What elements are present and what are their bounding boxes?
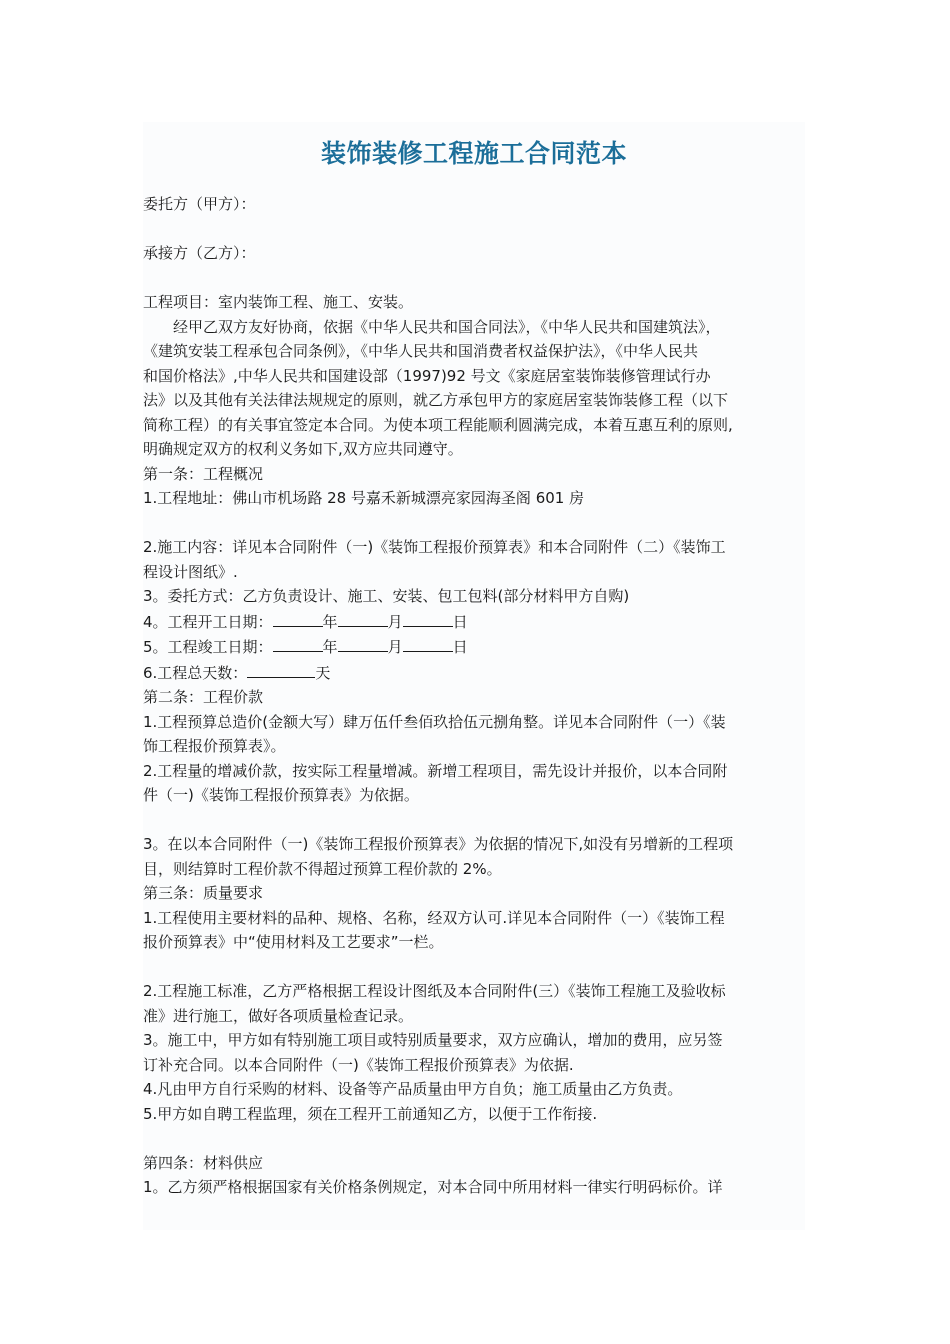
article-4-heading: 第四条：材料供应 [143, 1153, 264, 1172]
materials-line: 报价预算表》中“使用材料及工艺要求”一栏。 [143, 933, 444, 951]
day-label: 日 [452, 612, 468, 631]
document-title: 装饰装修工程施工合同范本 [320, 139, 627, 168]
standard-line: 准》进行施工，做好各项质量检查记录。 [143, 1006, 414, 1025]
end-date-label: 5。工程竣工日期： [143, 638, 273, 656]
materials-line: 1.工程使用主要材料的品种、规格、名称，经双方认可.详见本合同附件（一）《装饰工程 [143, 908, 725, 927]
end-month-blank[interactable] [338, 634, 388, 652]
start-year-blank[interactable] [273, 609, 323, 627]
project-line: 工程项目：室内装饰工程、施工、安装。 [143, 293, 414, 311]
special-request-line: 订补充合同。以本合同附件（一)《装饰工程报价预算表》为依据. [143, 1055, 574, 1074]
party-b-line: 承接方（乙方）： [143, 244, 256, 262]
quantity-change-line: 2.工程量的增减价款，按实际工程量增减。新增工程项目，需先设计并报价，以本合同附 [143, 761, 728, 780]
article-2-heading: 第二条：工程价款 [143, 688, 264, 706]
budget-line: 1.工程预算总造价(金额大写）肆万伍仟叁佰玖拾伍元捌角整。详见本合同附件（一）《装 [143, 712, 726, 731]
preamble-line: 和国价格法》,中华人民共和国建设部（1997)92 号文《家庭居室装饰装修管理试行办 [143, 366, 711, 385]
day-label: 日 [452, 638, 468, 656]
quality-responsibility-line: 4.凡由甲方自行采购的材料、设备等产品质量由甲方自负；施工质量由乙方负责。 [143, 1080, 683, 1098]
budget-line: 饰工程报价预算表》。 [143, 737, 286, 755]
quantity-change-line: 件（一)《装饰工程报价预算表》为依据。 [143, 786, 419, 804]
start-date-label: 4。工程开工日期： [143, 612, 273, 631]
project-address: 1.工程地址：佛山市机场路 28 号嘉禾新城漂亮家园海圣阁 601 房 [143, 489, 585, 507]
end-date-line [143, 634, 805, 660]
special-request-line: 3。施工中，甲方如有特别施工项目或特别质量要求，双方应确认，增加的费用，应另签 [143, 1031, 723, 1049]
start-day-blank[interactable] [403, 609, 453, 627]
construction-content-line: 2.施工内容：详见本合同附件（一)《装饰工程报价预算表》和本合同附件（二）《装饰工 [143, 538, 726, 556]
party-a-line: 委托方（甲方）： [143, 195, 256, 213]
start-month-blank[interactable] [338, 609, 388, 627]
total-days-line [143, 660, 805, 686]
total-days-blank[interactable] [247, 660, 315, 678]
document-body [143, 122, 805, 1230]
month-label: 月 [387, 612, 403, 631]
preamble-line: 简称工程）的有关事宜签定本合同。为使本项工程能顺利圆满完成，本着互惠互利的原则, [143, 415, 733, 434]
supervision-line: 5.甲方如自聘工程监理，须在工程开工前通知乙方，以便于工作衔接. [143, 1104, 598, 1123]
start-date-line [143, 609, 805, 635]
settlement-line: 目，则结算时工程价款不得超过预算工程价款的 2%。 [143, 859, 502, 878]
article-1-heading: 第一条：工程概况 [143, 464, 264, 483]
preamble-line: 明确规定双方的权利义务如下,双方应共同遵守。 [143, 440, 463, 458]
days-unit: 天 [315, 663, 331, 682]
standard-line: 2.工程施工标准，乙方严格根据工程设计图纸及本合同附件(三）《装饰工程施工及验收标 [143, 982, 726, 1000]
end-year-blank[interactable] [273, 634, 323, 652]
end-day-blank[interactable] [403, 634, 453, 652]
preamble-line: 法》以及其他有关法律法规规定的原则，就乙方承包甲方的家庭居室装饰装修工程（以下 [143, 391, 729, 409]
total-days-label: 6.工程总天数： [143, 663, 248, 682]
pricing-line: 1。乙方须严格根据国家有关价格条例规定，对本合同中所用材料一律实行明码标价。详 [143, 1178, 723, 1196]
article-3-heading: 第三条：质量要求 [143, 884, 264, 902]
settlement-line: 3。在以本合同附件（一)《装饰工程报价预算表》为依据的情况下,如没有另增新的工程项 [143, 835, 734, 853]
commission-method: 3。委托方式：乙方负责设计、施工、安装、包工包料(部分材料甲方自购) [143, 587, 630, 605]
construction-content-line: 程设计图纸》. [143, 562, 238, 581]
month-label: 月 [387, 638, 403, 656]
preamble-line: 《建筑安装工程承包合同条例》，《中华人民共和国消费者权益保护法》，《中华人民共 [143, 342, 699, 360]
year-label: 年 [322, 612, 338, 631]
preamble-line: 经甲乙双方友好协商，依据《中华人民共和国合同法》，《中华人民共和国建筑法》， [173, 317, 721, 336]
year-label: 年 [322, 638, 338, 656]
